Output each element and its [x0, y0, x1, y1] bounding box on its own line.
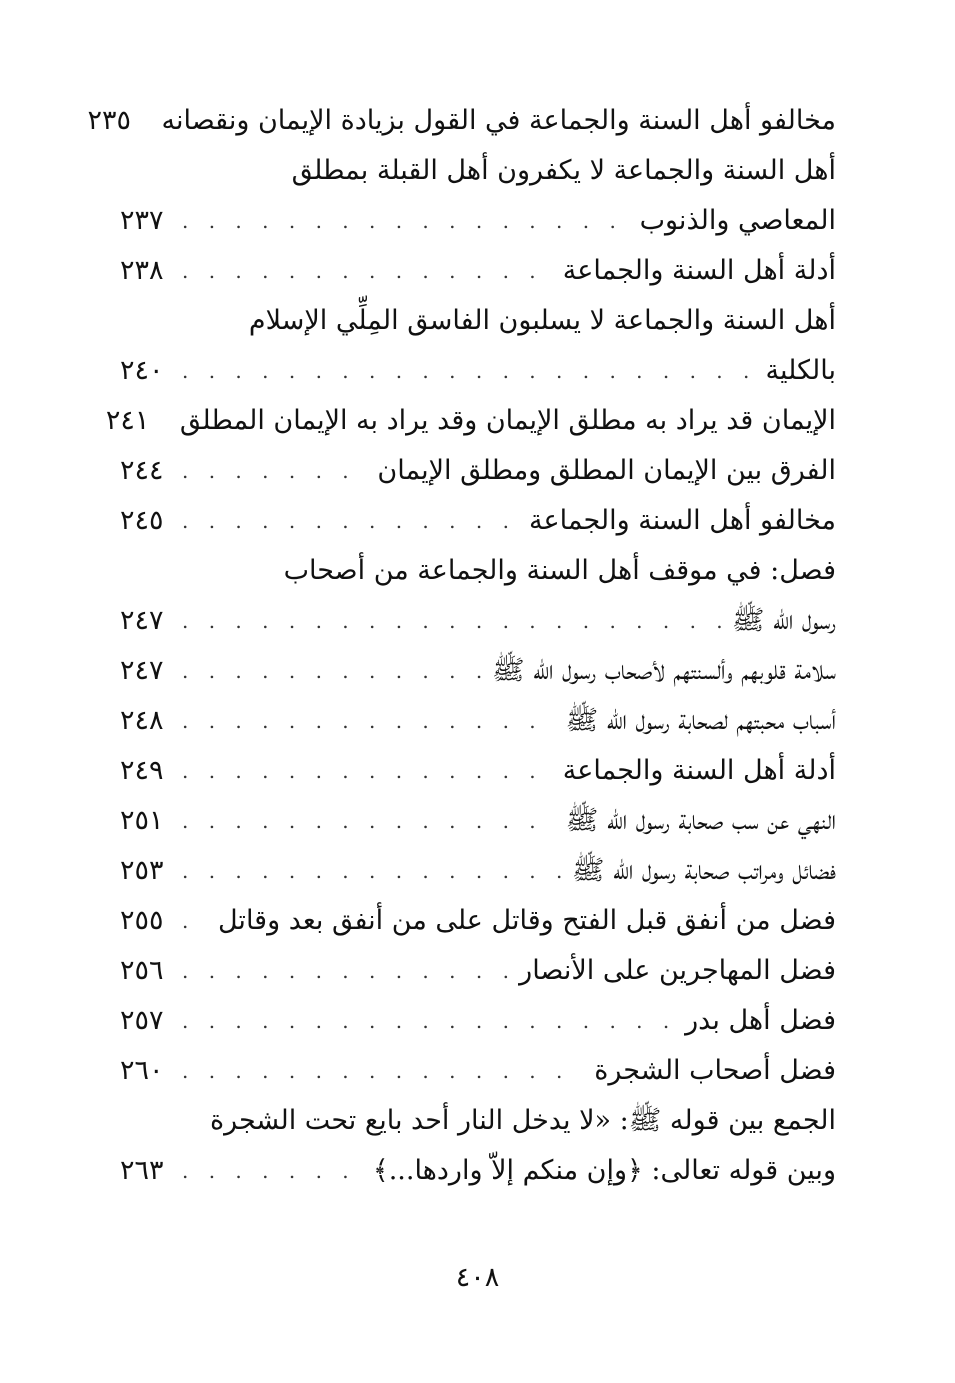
toc-entry-page: ٢٥٦ — [120, 955, 164, 986]
toc-entry — [120, 146, 836, 196]
toc-entry — [120, 646, 836, 696]
toc-entry-page: ٢٤١ — [105, 405, 150, 436]
toc-entry-title: مخالفو أهل السنة والجماعة — [529, 505, 836, 536]
toc-entry — [120, 696, 836, 746]
toc-entry-title: الفرق بين الإيمان المطلق ومطلق الإيمان — [377, 455, 836, 486]
toc-entry-page: ٢٤٩ — [120, 755, 164, 786]
toc-entry-title: الجمع بين قوله ﷺ: «لا يدخل النار أحد بايع تحت الشجرة — [209, 1105, 836, 1136]
page-number: ٤٠٨ — [455, 1262, 500, 1293]
toc-entry-page: ٢٥٧ — [120, 1005, 164, 1036]
toc-entry — [105, 396, 836, 446]
toc-entry-title: فضل من أنفق قبل الفتح وقاتل على من أنفق بعد وقاتل — [217, 905, 836, 936]
dot-leader — [182, 196, 630, 246]
toc-entry — [87, 96, 836, 146]
toc-entry — [120, 1096, 836, 1146]
toc-entry-page: ٢٤٠ — [120, 355, 164, 386]
dot-leader — [182, 596, 722, 646]
toc-entry-page: ٢٤٤ — [120, 455, 164, 486]
dot-leader — [182, 696, 556, 746]
toc-entry — [120, 296, 836, 346]
toc-entry — [120, 196, 836, 246]
toc-entry-title: وبين قوله تعالى: ﴿وإن منكم إلاّ واردها...﴾ — [372, 1155, 836, 1186]
toc-entry — [120, 496, 836, 546]
toc-entry — [120, 446, 836, 496]
toc-entry-title: أسباب محبتهم لصحابة رسول الله ﷺ — [565, 705, 836, 736]
toc-entry — [120, 796, 836, 846]
toc-entry-title: سلامة قلوبهم وألسنتهم لأصحاب رسول الله ﷺ — [492, 655, 836, 686]
toc-entry — [120, 346, 836, 396]
dot-leader — [182, 646, 482, 696]
toc-entry — [120, 846, 836, 896]
toc-entry-page: ٢٤٨ — [120, 705, 164, 736]
toc-entry-page: ٢٣٨ — [120, 255, 164, 286]
toc-entry — [120, 1146, 836, 1196]
dot-leader — [182, 796, 556, 846]
toc-entry-title: أهل السنة والجماعة لا يسلبون الفاسق المِلِّي الإسلام — [248, 305, 836, 336]
toc-entry-title: فضل المهاجرين على الأنصار — [519, 955, 836, 986]
toc-entry-title: فصل: في موقف أهل السنة والجماعة من أصحاب — [283, 555, 836, 586]
toc-entry-title: أدلة أهل السنة والجماعة — [562, 755, 836, 786]
toc-entry — [120, 596, 836, 646]
dot-leader — [182, 496, 519, 546]
toc-entry-page: ٢٦٣ — [120, 1155, 164, 1186]
dot-leader — [182, 946, 509, 996]
toc-entry — [120, 1046, 836, 1096]
toc-entry-page: ٢٥٥ — [120, 905, 164, 936]
toc-entry-title: فضائل ومراتب صحابة رسول الله ﷺ — [571, 855, 836, 886]
dot-leader — [182, 246, 553, 296]
dot-leader — [182, 1046, 584, 1096]
table-of-contents — [87, 96, 836, 1196]
toc-entry-title: فضل أهل بدر — [685, 1005, 836, 1036]
toc-entry-title: أدلة أهل السنة والجماعة — [562, 255, 836, 286]
toc-entry-title: أهل السنة والجماعة لا يكفرون أهل القبلة بمطلق — [291, 155, 836, 186]
dot-leader — [182, 746, 553, 796]
dot-leader — [182, 846, 562, 896]
dot-leader — [182, 896, 208, 946]
toc-entry-page: ٢٣٧ — [120, 205, 164, 236]
toc-entry-title: الإيمان قد يراد به مطلق الإيمان وقد يراد به الإيمان المطلق — [179, 405, 836, 436]
dot-leader — [182, 446, 367, 496]
dot-leader — [182, 996, 675, 1046]
toc-entry-page: ٢٥١ — [120, 805, 164, 836]
toc-entry-title: النهي عن سب صحابة رسول الله ﷺ — [565, 805, 836, 836]
toc-entry-page: ٢٥٣ — [120, 855, 164, 886]
toc-entry-title: المعاصي والذنوب — [639, 205, 836, 236]
dot-leader — [182, 346, 756, 396]
toc-entry-title: فضل أصحاب الشجرة — [594, 1055, 836, 1086]
toc-entry-page: ٢٤٧ — [120, 655, 164, 686]
toc-entry-title: مخالفو أهل السنة والجماعة في القول بزيادة الإيمان ونقصانه — [161, 105, 836, 136]
toc-entry — [120, 546, 836, 596]
toc-entry — [120, 246, 836, 296]
toc-entry — [120, 996, 836, 1046]
toc-entry-title: رسول الله ﷺ — [731, 605, 836, 636]
toc-entry-page: ٢٤٥ — [120, 505, 164, 536]
toc-entry-title: بالكلية — [765, 355, 836, 386]
toc-entry-page: ٢٤٧ — [120, 605, 164, 636]
toc-entry — [120, 946, 836, 996]
toc-entry — [120, 896, 836, 946]
dot-leader — [182, 1146, 363, 1196]
toc-entry-page: ٢٦٠ — [120, 1055, 164, 1086]
toc-entry — [120, 746, 836, 796]
toc-entry-page: ٢٣٥ — [87, 105, 132, 136]
